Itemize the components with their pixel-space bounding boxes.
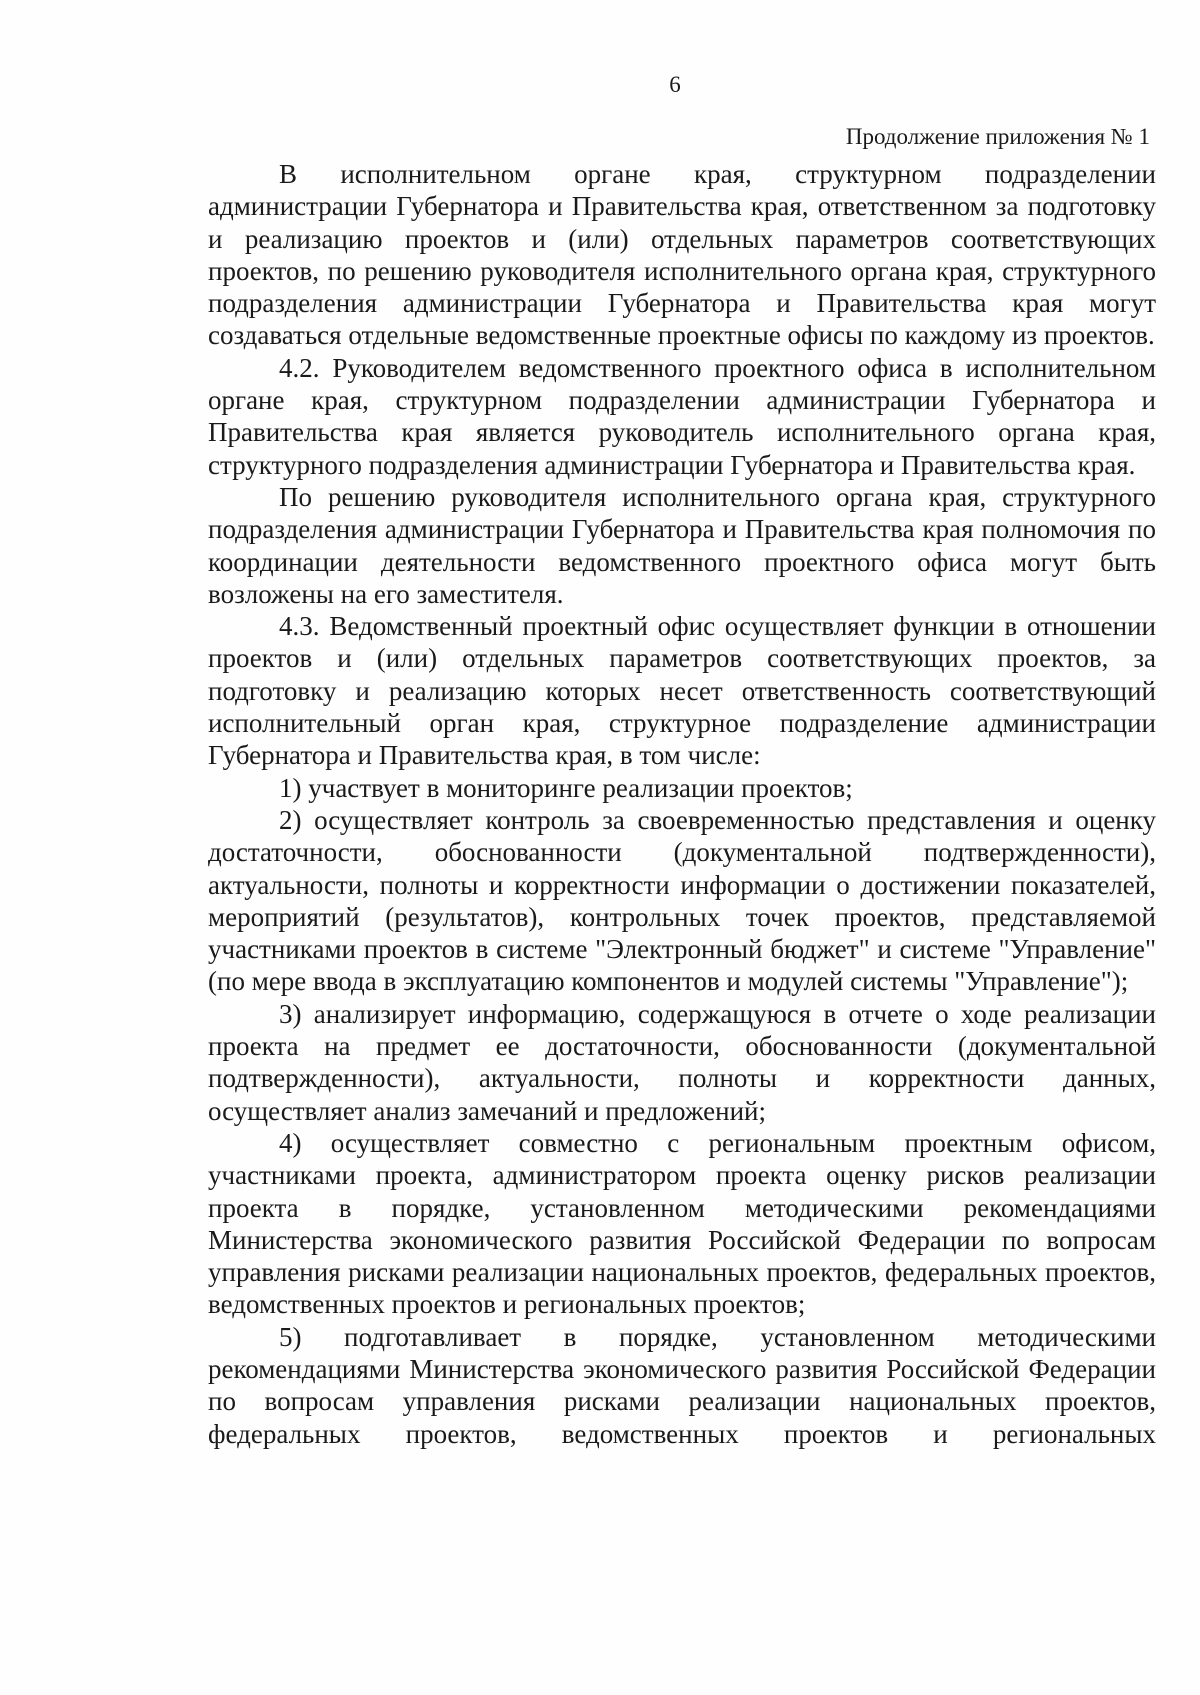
page-number: 6	[669, 72, 681, 97]
paragraph-deputy-delegation: По решению руководителя исполнительного органа края, структурного подразделения администрации Губернатора и Правительства края полномочия по координации деятельности ведомственного проектного офиса могут быть возложены на его заместителя.	[208, 481, 1156, 609]
list-item-4: 4) осуществляет совместно с региональным проектным офисом, участниками проекта, администратором проекта оценку рисков реализации проекта в порядке, установленном методическими рекомендациями Министерства экономического развития Российской Федерации по вопросам управления рисками реализации национальных проектов, федеральных проектов, ведомственных проектов и региональных проектов;	[208, 1127, 1156, 1320]
list-item-5: 5) подготавливает в порядке, установленном методическими рекомендациями Министерства экономического развития Российской Федерации по вопросам управления рисками реализации национальных проектов, федеральных проектов, ведомственных проектов и региональных	[208, 1321, 1156, 1449]
paragraph-4-3: 4.3. Ведомственный проектный офис осуществляет функции в отношении проектов и (или) отдельных параметров соответствующих проектов, за подготовку и реализацию которых несет ответственность соответствующий исполнительный орган края, структурное подразделение администрации Губернатора и Правительства края, в том числе:	[208, 611, 1156, 771]
paragraph-departmental-offices: В исполнительном органе края, структурном подразделении администрации Губернатора и Правительства края, ответственном за подготовку и реализацию проектов и (или) отдельных параметров соответствующих проектов, по решению руководителя исполнительного органа края, структурного подразделения администрации Губернатора и Правительства края могут создаваться отдельные ведомственные проектные офисы по каждому из проектов.	[208, 159, 1156, 351]
appendix-continuation-note: Продолжение приложения № 1	[845, 124, 1150, 149]
list-item-1: 1) участвует в мониторинге реализации проектов;	[279, 772, 853, 803]
paragraph-4-2: 4.2. Руководителем ведомственного проектного офиса в исполнительном органе края, структурном подразделении администрации Губернатора и Правительства края является руководитель исполнительного органа края, структурного подразделения администрации Губернатора и Правительства края.	[208, 352, 1156, 480]
list-item-3: 3) анализирует информацию, содержащуюся в отчете о ходе реализации проекта на предмет ее достаточности, обоснованности (документальной подтвержденности), актуальности, полноты и корректности данных, осуществляет анализ замечаний и предложений;	[208, 998, 1156, 1126]
list-item-2: 2) осуществляет контроль за своевременностью представления и оценку достаточности, обоснованности (документальной подтвержденности), актуальности, полноты и корректности информации о достижении показателей, мероприятий (результатов), контрольных точек проектов, представляемой участниками проектов в системе "Электронный бюджет" и системе "Управление" (по мере ввода в эксплуатацию компонентов и модулей системы "Управление");	[208, 804, 1156, 997]
document-body	[208, 158, 1156, 1450]
